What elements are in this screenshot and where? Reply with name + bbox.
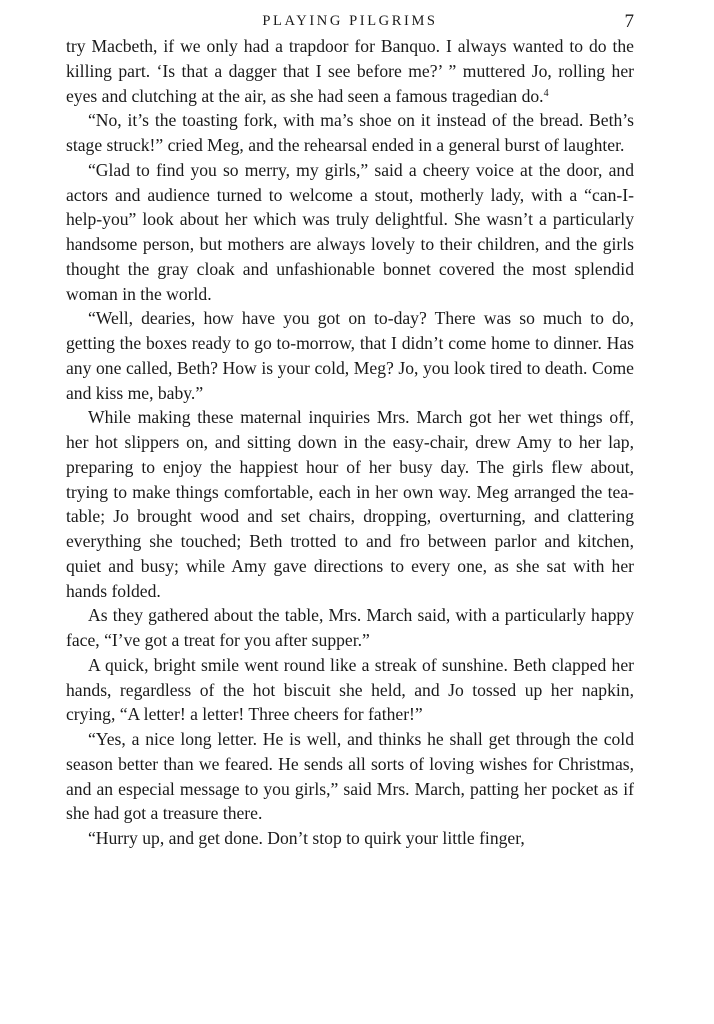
paragraph: As they gathered about the table, Mrs. March said, with a particularly happy face, “I’ve got a treat for you after supper.”: [66, 605, 634, 650]
running-head: [66, 8, 634, 34]
footnote-marker: 4: [543, 87, 549, 99]
paragraph: While making these maternal inquiries Mrs. March got her wet things off, her hot slippers on, and sitting down in the easy-chair, drew Amy to her lap, preparing to enjoy the happiest hour of her busy day. The girls flew about, trying to make things comfortable, each in her own way. Meg arranged the tea-table; Jo brought wood and set chairs, dropping, overturning, and clattering everything she touched; Beth trotted to and fro between parlor and kitchen, quiet and busy; while Amy gave directions to every one, as she sat with her hands folded.: [66, 407, 634, 601]
paragraph-continues: “Hurry up, and get done. Don’t stop to quirk your little finger,: [88, 828, 525, 848]
body-text: [66, 34, 634, 851]
paragraph: “Glad to find you so merry, my girls,” said a cheery voice at the door, and actors and audience turned to welcome a stout, motherly lady, with a “can-I-help-you” look about her which was truly delightful. She wasn’t a particularly handsome person, but mothers are always lovely to their children, and the girls thought the gray cloak and unfashionable bonnet covered the most splendid woman in the world.: [66, 159, 634, 304]
paragraph: A quick, bright smile went round like a streak of sunshine. Beth clapped her hands, regardless of the hot biscuit she held, and Jo tossed up her napkin, crying, “A letter! a letter! Three cheers for father!”: [66, 654, 634, 725]
paragraph: “No, it’s the toasting fork, with ma’s shoe on it instead of the bread. Beth’s stage struck!” cried Meg, and the rehearsal ended in a general burst of laughter.: [66, 110, 634, 155]
paragraph-text: try Macbeth, if we only had a trapdoor for Banquo. I always wanted to do the killing part. ‘Is that a dagger that I see before me?’ ” muttered Jo, rolling her eyes and clutching at the air, as she had seen a famous tragedian do.: [66, 36, 634, 106]
running-title: PLAYING PILGRIMS: [262, 13, 438, 29]
page-number: 7: [624, 11, 634, 32]
paragraph-continued: [66, 34, 634, 108]
paragraph: “Yes, a nice long letter. He is well, and thinks he shall get through the cold season better than we feared. He sends all sorts of loving wishes for Christmas, and an especial message to you girls,” said Mrs. March, patting her pocket as if she had got a treasure there.: [66, 729, 634, 824]
book-page: [66, 8, 634, 851]
paragraph: “Well, dearies, how have you got on to-day? There was so much to do, getting the boxes ready to go to-morrow, that I didn’t come home to dinner. Has any one called, Beth? How is your cold, Meg? Jo, you look tired to death. Come and kiss me, baby.”: [66, 308, 634, 403]
